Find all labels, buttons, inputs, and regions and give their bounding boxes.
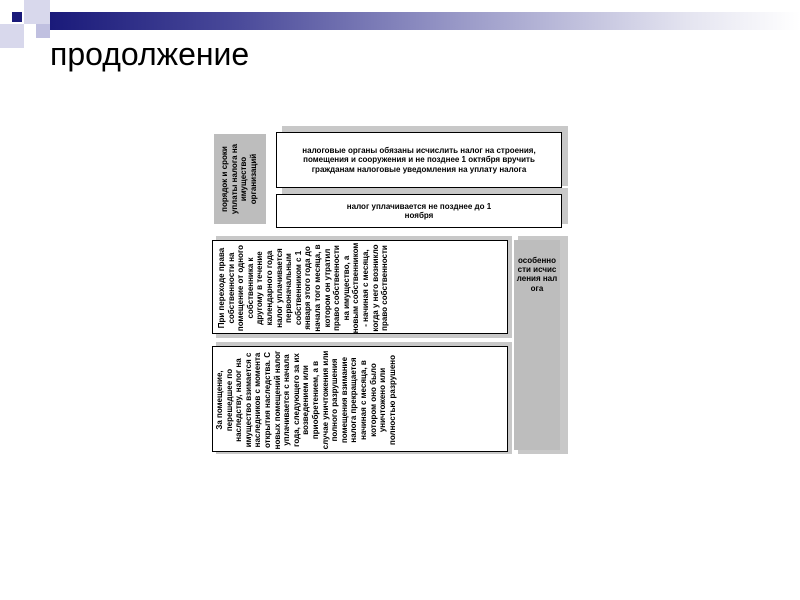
feature-label: особенности исчисления налога: [516, 256, 558, 293]
header-gradient-bar: [50, 12, 800, 30]
side-label: порядок и сроки уплаты налога на имущество организаций: [220, 143, 258, 215]
col-inheritance-text: За помещение, перешедшее по наследству, налог на имущество взимается с наследников с момента открытия наследства. С новых помещений налог уплачивается с начала года, следующего за их возведением или приобретением, а в случае уничтожения или полного разрушения помещения взимание налога прекращается начиная с месяца, в котором оно было уничтожено или полностью разрушено: [215, 350, 397, 450]
box-deadline: [276, 194, 562, 228]
box-top: [276, 132, 562, 188]
col-transfer-text: При переходе права собственности на помещение от одного собственника к другому в течение календарного года налог уплачивается первоначальным собственником с 1 января этого года до начала того месяца, в котором он утратил право собственности на имущество, а новым собственником - начиная с месяца, когда у него возникло право собственности: [217, 242, 390, 334]
deco-square-mid: [36, 24, 50, 38]
col-transfer: [212, 240, 508, 334]
deco-square-light: [0, 24, 24, 48]
box-top-text: налоговые органы обязаны исчислить налог на строения, помещения и сооружения и не позднее 1 октября вручить гражданам налоговые уведомления на уплату налога: [302, 146, 536, 174]
deco-square-light: [24, 0, 50, 24]
feature-panel: [514, 240, 560, 450]
deco-square-dark: [12, 12, 22, 22]
side-label-panel: [214, 134, 266, 224]
slide-title: продолжение: [50, 36, 250, 72]
box-deadline-text: налог уплачивается не позднее до 1 ноября: [346, 201, 492, 220]
col-inheritance: [212, 346, 508, 452]
